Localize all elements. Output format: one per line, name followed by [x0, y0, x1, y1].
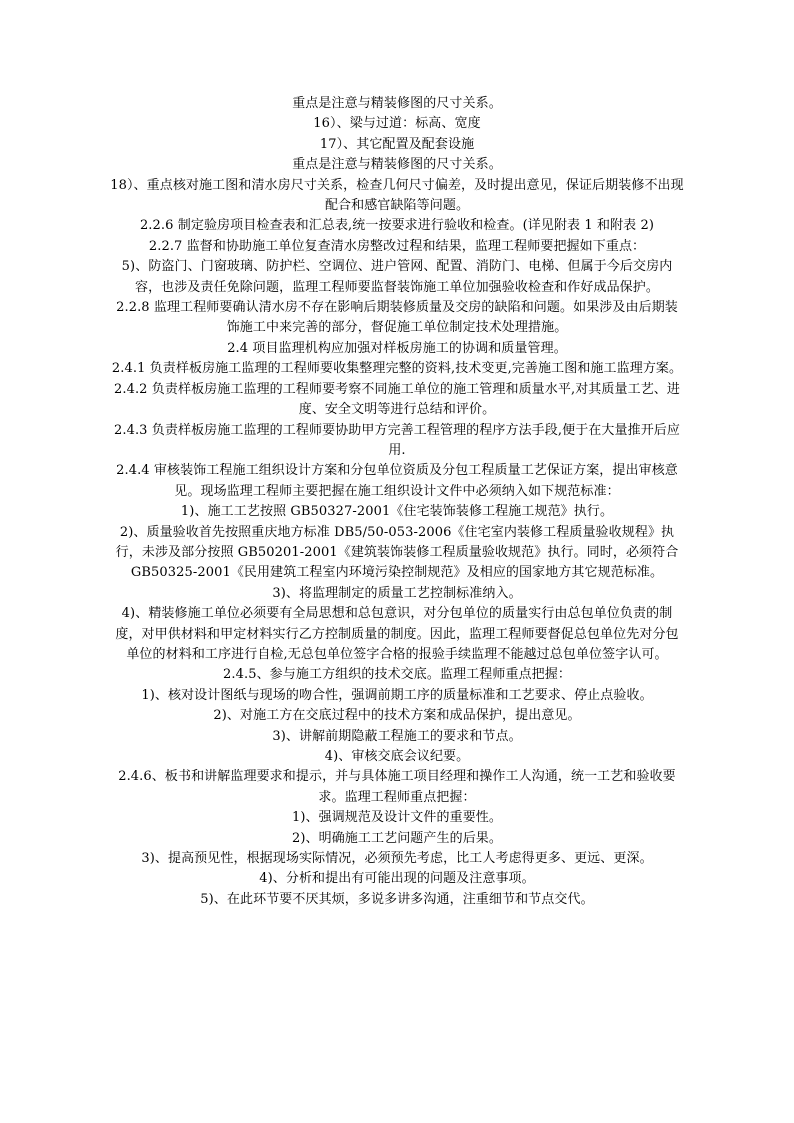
paragraph: 2.4.4 审核装饰工程施工组织设计方案和分包单位资质及分包工程质量工艺保证方案，提出审核意见。现场监理工程师主要把握在施工组织设计文件中必须纳入如下规范标准：: [116, 463, 678, 499]
paragraph: 3)、提高预见性，根据现场实际情况，必须预先考虑，比工人考虑得更多、更远、更深。: [141, 851, 653, 867]
paragraph: 4)、精装修施工单位必须要有全局思想和总包意识，对分包单位的质量实行由总包单位负责的制度，对甲供材料和甲定材料实行乙方控制质量的制度。因此，监理工程师要督促总包单位先对分包单位的材料和工序进行自检,无总包单位签字合格的报验手续监理不能越过总包单位签字认可。: [115, 606, 679, 662]
paragraph: 17）、其它配置及配套设施: [319, 136, 475, 152]
paragraph: 2.4.6、板书和讲解监理要求和提示，并与具体施工项目经理和操作工人沟通，统一工艺和验收要求。监理工程师重点把握：: [118, 769, 676, 805]
paragraph: 1)、核对设计图纸与现场的吻合性，强调前期工序的质量标准和工艺要求、停止点验收。: [141, 687, 653, 703]
paragraph: 2)、质量验收首先按照重庆地方标准 DB5/50-053-2006《住宅室内装修工程质量验收规程》执行，未涉及部分按照 GB50201-2001《建筑装饰装修工程质量验收规范》执行。同时，必须符合 GB50325-2001《民用建筑工程室内环境污染控制规范》及相应的国家地方其它规范标准。: [115, 524, 679, 581]
paragraph: 2.4.5、参与施工方组织的技术交底。监理工程师重点把握：: [223, 667, 571, 683]
paragraph: 1)、强调规范及设计文件的重要性。: [291, 810, 503, 826]
paragraph: 2.4.2 负责样板房施工监理的工程师要考察不同施工单位的施工管理和质量水平,对其质量工艺、进度、安全文明等进行总结和评价。: [113, 381, 681, 418]
document-body: [110, 94, 684, 910]
paragraph: 2)、明确施工工艺问题产生的后果。: [291, 830, 503, 846]
paragraph: 2.4.3 负责样板房施工监理的工程师要协助甲方完善工程管理的程序方法手段,便于在大量推开后应用.: [113, 422, 681, 458]
paragraph: 2.4.1 负责样板房施工监理的工程师要收集整理完整的资料,技术变更,完善施工图和施工监理方案。: [111, 361, 683, 377]
paragraph: 2.4 项目监理机构应加强对样板房施工的协调和质量管理。: [227, 340, 567, 356]
paragraph: 2.2.7 监督和协助施工单位复查清水房整改过程和结果，监理工程师要把握如下重点：: [148, 238, 646, 254]
paragraph: 4)、审核交底会议纪要。: [324, 749, 470, 764]
paragraph: 重点是注意与精装修图的尺寸关系。: [292, 96, 502, 111]
paragraph: 3)、讲解前期隐蔽工程施工的要求和节点。: [272, 728, 522, 744]
paragraph: 18）、重点核对施工图和清水房尺寸关系，检查几何尺寸偏差，及时提出意见，保证后期装修不出现配合和感官缺陷等问题。: [110, 177, 684, 214]
paragraph: 5)、在此环节要不厌其烦，多说多讲多沟通，注重细节和节点交代。: [200, 891, 594, 907]
paragraph: 16）、梁与过道：标高、宽度: [313, 116, 481, 132]
paragraph: 3)、将监理制定的质量工艺控制标准纳入。: [272, 585, 522, 601]
paragraph: 2.2.6 制定验房项目检查表和汇总表,统一按要求进行验收和检查。(详见附表 1 和附表 2): [139, 218, 655, 234]
paragraph: 4)、分析和提出有可能出现的问题及注意事项。: [259, 871, 535, 887]
paragraph: 重点是注意与精装修图的尺寸关系。: [292, 157, 502, 173]
paragraph: 2.2.8 监理工程师要确认清水房不存在影响后期装修质量及交房的缺陷和问题。如果涉及由后期装饰施工中来完善的部分，督促施工单位制定技术处理措施。: [116, 300, 678, 336]
paragraph: 5)、防盗门、门窗玻璃、防护栏、空调位、进户管网、配置、消防门、电梯、但属于今后交房内容，也涉及责任免除问题，监理工程师要监督装饰施工单位加强验收检查和作好成品保护。: [121, 259, 673, 295]
paragraph: 2)、对施工方在交底过程中的技术方案和成品保护，提出意见。: [213, 708, 581, 724]
paragraph: 1)、施工工艺按照 GB50327-2001《住宅装饰装修工程施工规范》执行。: [180, 504, 614, 520]
